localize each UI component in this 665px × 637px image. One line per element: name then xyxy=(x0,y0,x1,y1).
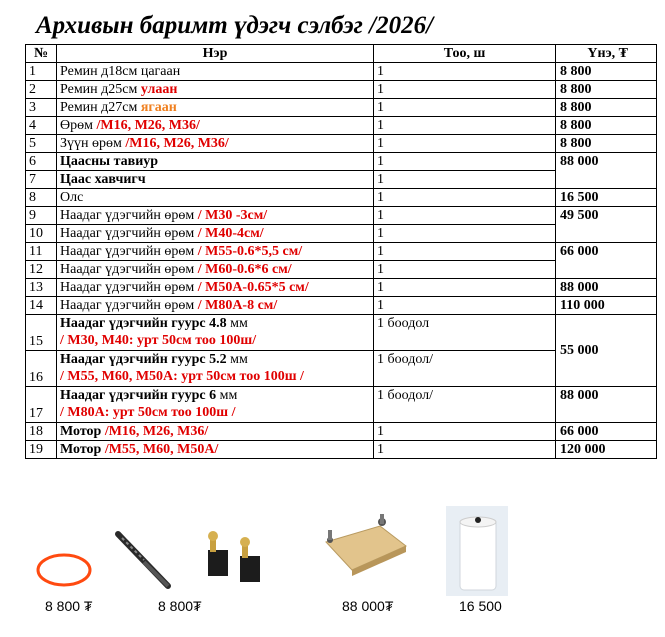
table-row xyxy=(26,117,657,135)
drill-bit-image xyxy=(110,528,180,594)
row-qty: 1 xyxy=(374,63,556,81)
row-no: 4 xyxy=(26,117,57,135)
row-name: Наадаг үдэгчийн гуурс 5.2 мм / M55, M60, M50A: урт 50см тоо 100ш / xyxy=(57,351,374,387)
table-row xyxy=(26,297,657,315)
row-qty: 1 xyxy=(374,135,556,153)
header-name: Нэр xyxy=(57,45,374,63)
row-no: 13 xyxy=(26,279,57,297)
motor-brushes-image xyxy=(200,528,270,590)
table-row xyxy=(26,315,657,351)
table-row xyxy=(26,279,657,297)
row-qty: 1 xyxy=(374,99,556,117)
row-name: Наадаг үдэгчийн гуурс 4.8 мм / M30, M40: урт 50см тоо 100ш/ xyxy=(57,315,374,351)
table-row xyxy=(26,207,657,225)
row-price: 66 000 xyxy=(556,423,657,441)
row-name: Олс xyxy=(57,189,374,207)
row-qty: 1 xyxy=(374,171,556,189)
paper-tray-image xyxy=(320,512,412,580)
thread-spool-image xyxy=(446,506,508,596)
row-no: 8 xyxy=(26,189,57,207)
table-row xyxy=(26,441,657,459)
row-name: Наадаг үдэгчийн өрөм / M55-0.6*5,5 см/ xyxy=(57,243,374,261)
row-price: 88 000 xyxy=(556,279,657,297)
row-no: 18 xyxy=(26,423,57,441)
row-qty: 1 xyxy=(374,279,556,297)
row-name: Мотор /M55, M60, M50A/ xyxy=(57,441,374,459)
row-name: Зүүн өрөм /M16, M26, M36/ xyxy=(57,135,374,153)
row-price: 88 000 xyxy=(556,387,657,423)
table-row xyxy=(26,135,657,153)
row-name: Цаасны тавиур xyxy=(57,153,374,171)
table-row xyxy=(26,423,657,441)
table-header-row xyxy=(26,45,657,63)
row-price: 49 500 xyxy=(556,207,657,243)
row-no: 17 xyxy=(26,387,57,423)
row-no: 14 xyxy=(26,297,57,315)
row-no: 7 xyxy=(26,171,57,189)
row-no: 10 xyxy=(26,225,57,243)
row-qty: 1 xyxy=(374,117,556,135)
row-qty: 1 боодол xyxy=(374,315,556,351)
row-no: 9 xyxy=(26,207,57,225)
row-name: Өрөм /M16, M26, M36/ xyxy=(57,117,374,135)
row-qty: 1 xyxy=(374,423,556,441)
header-price: Үнэ, ₮ xyxy=(556,45,657,63)
parts-table xyxy=(25,44,657,459)
caption-tray-price: 88 000₮ xyxy=(342,598,394,614)
table-row xyxy=(26,153,657,171)
row-qty: 1 xyxy=(374,207,556,225)
row-price: 55 000 xyxy=(556,315,657,387)
page-title: Архивын баримт үдэгч сэлбэг /2026/ xyxy=(36,12,434,39)
table-row xyxy=(26,243,657,261)
row-no: 2 xyxy=(26,81,57,99)
row-qty: 1 xyxy=(374,153,556,171)
row-qty: 1 xyxy=(374,441,556,459)
row-name: Наадаг үдэгчийн өрөм / M30 -3см/ xyxy=(57,207,374,225)
caption-thread-price: 16 500 xyxy=(459,598,502,614)
row-qty: 1 xyxy=(374,81,556,99)
row-name: Наадаг үдэгчийн өрөм / M50A-0.65*5 см/ xyxy=(57,279,374,297)
row-no: 6 xyxy=(26,153,57,171)
row-price: 16 500 xyxy=(556,189,657,207)
header-qty: Тоо, ш xyxy=(374,45,556,63)
row-qty: 1 xyxy=(374,225,556,243)
table-row xyxy=(26,387,657,423)
row-name: Наадаг үдэгчийн гуурс 6 мм / M80A: урт 50см тоо 100ш / xyxy=(57,387,374,423)
row-qty: 1 xyxy=(374,189,556,207)
row-price: 66 000 xyxy=(556,243,657,279)
row-name: Ремин д25см улаан xyxy=(57,81,374,99)
row-qty: 1 xyxy=(374,243,556,261)
row-no: 1 xyxy=(26,63,57,81)
row-no: 19 xyxy=(26,441,57,459)
row-qty: 1 xyxy=(374,261,556,279)
row-qty: 1 xyxy=(374,297,556,315)
row-name: Ремин д27см ягаан xyxy=(57,99,374,117)
row-price: 8 800 xyxy=(556,81,657,99)
row-price: 8 800 xyxy=(556,63,657,81)
caption-drill-price: 8 800₮ xyxy=(158,598,202,614)
row-name: Наадаг үдэгчийн өрөм / M60-0.6*6 см/ xyxy=(57,261,374,279)
row-no: 15 xyxy=(26,315,57,351)
row-price: 88 000 xyxy=(556,153,657,189)
header-no: № xyxy=(26,45,57,63)
row-price: 8 800 xyxy=(556,117,657,135)
row-no: 3 xyxy=(26,99,57,117)
caption-rubber-band-price: 8 800 ₮ xyxy=(45,598,93,614)
row-name: Наадаг үдэгчийн өрөм / M80A-8 см/ xyxy=(57,297,374,315)
row-no: 12 xyxy=(26,261,57,279)
row-no: 5 xyxy=(26,135,57,153)
row-name: Цаас хавчигч xyxy=(57,171,374,189)
rubber-band-image xyxy=(34,550,94,590)
row-price: 8 800 xyxy=(556,99,657,117)
table-row xyxy=(26,99,657,117)
row-no: 16 xyxy=(26,351,57,387)
table-row xyxy=(26,81,657,99)
row-price: 120 000 xyxy=(556,441,657,459)
row-no: 11 xyxy=(26,243,57,261)
row-name: Мотор /M16, M26, M36/ xyxy=(57,423,374,441)
table-row xyxy=(26,189,657,207)
row-price: 8 800 xyxy=(556,135,657,153)
row-price: 110 000 xyxy=(556,297,657,315)
row-qty: 1 боодол/ xyxy=(374,351,556,387)
table-row xyxy=(26,63,657,81)
row-name: Ремин д18см цагаан xyxy=(57,63,374,81)
row-name: Наадаг үдэгчийн өрөм / M40-4см/ xyxy=(57,225,374,243)
row-qty: 1 боодол/ xyxy=(374,387,556,423)
